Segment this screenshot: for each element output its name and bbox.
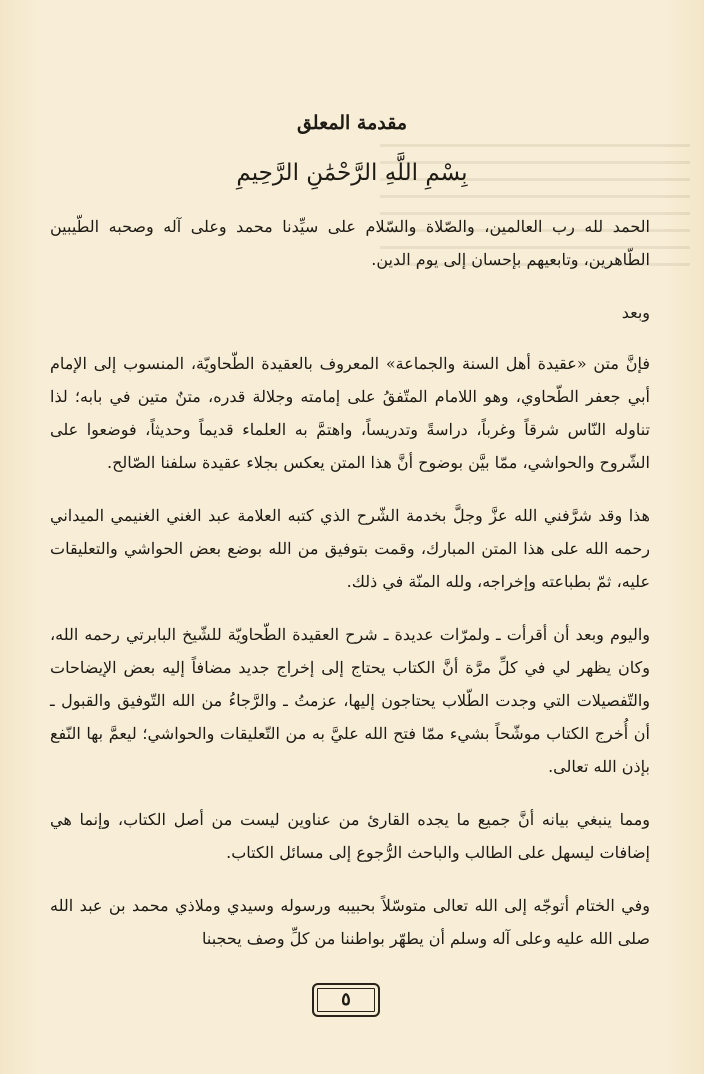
page-title: مقدمة المعلق	[296, 112, 408, 134]
page-number: ٥	[312, 983, 380, 1017]
paragraph-wabaad: وبعد	[621, 303, 650, 322]
paragraph-today: واليوم وبعد أن أقرأت ـ ولمرّات عديدة ـ شرح العقيدة الطّحاويّة للشّيخ البابرتي رحمه الله، وكان يظهر لي في كلِّ مرَّة أنَّ الكتاب يحتاج إلى إخراج جديد مضافاً إليه بعض الإيضاحات والتّفصيلات التي وجدت الطّلاب يحتاجون إليها، عزمتُ ـ والرَّجاءُ من الله التّوفيق والقبول ـ أن أُخرج الكتاب موشّحاً بشيء ممّا فتح الله عليَّ به من التّعليقات والحواشي؛ ليعمَّ بها النّفع بإذن الله تعالى.	[50, 625, 650, 776]
paragraph-matn: فإنَّ متن «عقيدة أهل السنة والجماعة» المعروف بالعقيدة الطّحاويّة، المنسوب إلى الإمام أبي جعفر الطّحاوي، وهو اللامام المتّفقُ على إمامته وجلالة قدره، متنٌ متين في بابه؛ لذا تناوله النّاس شرقاً وغرباً، دراسةً وتدريساً، واهتمَّ به العلماء قديماً وحديثاً، فوضعوا على الشّروح والحواشي، ممّا بيَّن بوضوح أنَّ هذا المتن يعكس بجلاء عقيدة سلفنا الصّالح.	[50, 354, 650, 472]
paragraph-service: هذا وقد شرَّفني الله عزَّ وجلَّ بخدمة الشّرح الذي كتبه العلامة عبد الغني الغنيمي الميداني رحمه الله على هذا المتن المبارك، وقمت بتوفيق من الله بوضع بعض الحواشي والتعليقات عليه، ثمّ بطباعته وإخراجه، ولله المنّة في ذلك.	[50, 506, 650, 591]
basmala: بِسْمِ اللَّهِ الرَّحْمَٰنِ الرَّحِيمِ	[236, 160, 468, 186]
paragraph-note: ومما ينبغي بيانه أنَّ جميع ما يجده القارئ من عناوين ليست من أصل الكتاب، وإنما هي إضافات ليسهل على الطالب والباحث الرُّجوع إلى مسائل الكتاب.	[50, 810, 650, 862]
paragraph-opening: الحمد لله رب العالمين، والصّلاة والسّلام على سيِّدنا محمد وعلى آله وصحبه الطّيبين الطّاهرين، وتابعيهم بإحسان إلى يوم الدين.	[50, 217, 650, 269]
body-text	[50, 210, 650, 975]
paragraph-closing: وفي الختام أتوجّه إلى الله تعالى متوسّلاً بحبيبه ورسوله وسيدي وملاذي محمد بن عبد الله صلى الله عليه وعلى آله وسلم أن يطهّر بواطننا من كلِّ وصف يحجبنا	[50, 896, 650, 948]
